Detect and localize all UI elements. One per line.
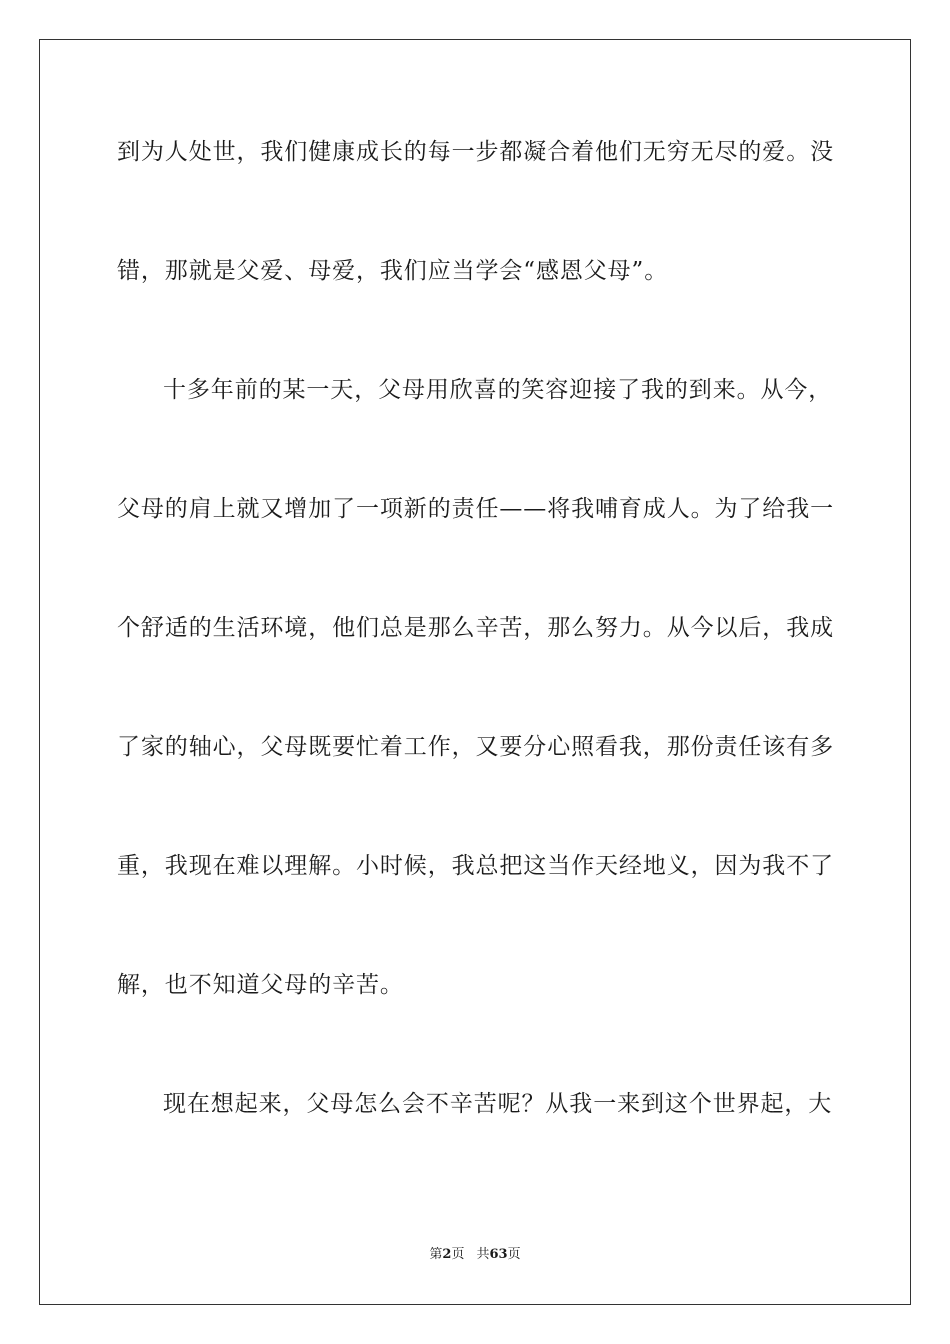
- text-line-4: 父母的肩上就又增加了一项新的责任——将我哺育成人。为了给我一: [117, 496, 834, 522]
- total-prefix: 共: [476, 1247, 490, 1262]
- text-line-3: 十多年前的某一天，父母用欣喜的笑容迎接了我的到来。从今，: [163, 377, 833, 403]
- text-line-6: 了家的轴心，父母既要忙着工作，又要分心照看我，那份责任该有多: [117, 734, 834, 760]
- total-pages: 63: [489, 1247, 508, 1262]
- page-footer: [0, 1246, 950, 1264]
- text-line-8: 解，也不知道父母的辛苦。: [117, 972, 404, 998]
- text-line-7: 重，我现在难以理解。小时候，我总把这当作天经地义，因为我不了: [117, 853, 834, 879]
- text-line-2: 错，那就是父爱、母爱，我们应当学会“感恩父母”。: [117, 258, 669, 284]
- page-suffix: 页: [451, 1247, 465, 1262]
- total-suffix: 页: [507, 1247, 521, 1262]
- page-number: 2: [442, 1247, 452, 1262]
- text-line-5: 个舒适的生活环境，他们总是那么辛苦，那么努力。从今以后，我成: [117, 615, 834, 641]
- text-line-1: 到为人处世，我们健康成长的每一步都凝合着他们无穷无尽的爱。没: [117, 139, 834, 165]
- page-prefix: 第: [429, 1247, 443, 1262]
- text-line-9: 现在想起来，父母怎么会不辛苦呢？从我一来到这个世界起，大: [163, 1091, 833, 1117]
